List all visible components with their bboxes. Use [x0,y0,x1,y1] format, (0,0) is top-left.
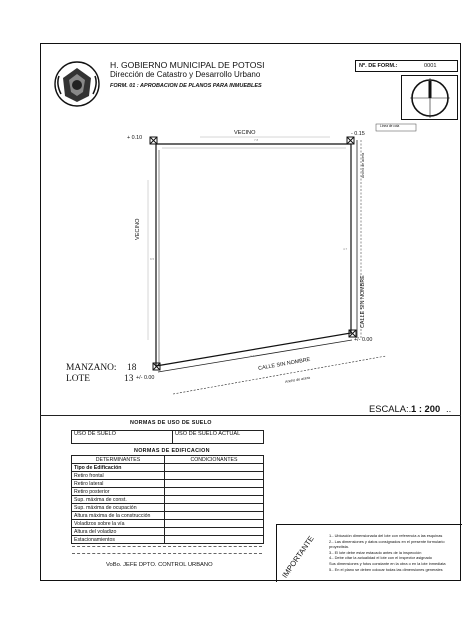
manzano-label: MANZANO: [66,363,117,373]
signature-label: VoBo. JEFE DPTO. CONTROL URBANO [106,562,213,568]
important-note: Sus dimensiones y fotos constante en la obra o en la lote inmediata [329,560,446,566]
svg-text:4.7: 4.7 [343,247,348,251]
lote-value: 13 [124,374,134,384]
norm-row [72,528,264,536]
norm-row [72,536,264,544]
norm-condition[interactable] [165,504,264,512]
norm-row [72,504,264,512]
lote-label: LOTE [66,374,90,384]
land-use-title: NORMAS DE USO DE SUELO [130,420,212,426]
important-note: 1.- Ubicación dimensionada del lote con referencia a las esquinas [329,533,443,538]
right-street-label: CALLE SIN NOMBRE [360,275,366,328]
norm-row [72,464,264,472]
marker-top-left: + 0.10 [127,135,143,141]
norm-determinant: Voladizos sobre la vía [72,520,165,528]
scale-value: 1 : 200 [411,403,441,414]
norm-determinant: Sup. máxima de ocupación [72,504,165,512]
top-right-note: Línea de cota [380,124,400,128]
org-name: H. GOBIERNO MUNICIPAL DE POTOSI [110,60,265,70]
important-notes [329,533,461,572]
marker-top-right: - 0.15 [351,131,365,137]
svg-text:7.8: 7.8 [250,354,255,358]
norm-determinant: Retiro posterior [72,488,165,496]
land-use-current-cell: USO DE SUELO ACTUAL [173,431,264,444]
important-note: proyectista. [329,544,349,550]
land-use-table [71,430,264,444]
site-plan-drawing [40,120,461,400]
norm-determinant: Retiro lateral [72,480,165,488]
norm-determinant: Estacionamientos [72,536,165,544]
important-note: 5.- En el plano se deben colocar todas las dimensiones generales [329,566,443,572]
norm-row [72,488,264,496]
norm-condition[interactable] [165,496,264,504]
important-note: 4.- Debe citar la actualidad el lote con el inspector asignado [329,555,432,561]
conditions-header: CONDICIONANTES [165,456,264,464]
norm-condition[interactable] [165,520,264,528]
form-title: FORM. 01 : APROBACION DE PLANOS PARA INMUEBLES [110,83,262,89]
norm-row [72,496,264,504]
norm-determinant: Tipo de Edificación [72,464,165,472]
right-width-note: Ancho de acera [361,152,365,178]
important-box [276,524,462,582]
corner-marker-top-left [150,137,157,144]
important-note: 2.- Las dimensiones y datos consignados en el presente formulario [329,538,445,544]
norm-row [72,472,264,480]
north-arrow-box [401,75,458,120]
signature-dotted-line [72,546,262,547]
norm-condition[interactable] [165,464,264,472]
svg-text:9.5: 9.5 [150,257,155,261]
scale-label: ESCALA:.. [369,403,414,414]
land-use-cell: USO DE SUELO [72,431,173,444]
lot-outline [156,144,351,366]
norm-determinant: Altura máxima de la construcción [72,512,165,520]
left-neighbor-label: VECINO [135,218,141,240]
important-title: IMPORTANTE [280,534,316,580]
norm-row [72,480,264,488]
scale-divider [40,415,461,416]
norm-condition[interactable] [165,512,264,520]
north-arrow-icon [402,76,459,121]
manzano-value: 18 [127,363,137,373]
norm-row [72,512,264,520]
norm-condition[interactable] [165,480,264,488]
municipal-seal-logo [53,60,101,108]
bottom-width-note: Ancho de acera [284,375,311,384]
determinants-header: DETERMINANTES [72,456,165,464]
scale-suffix: .. [446,403,452,414]
bottom-street-label: CALLE SIN NOMBRE [257,356,311,372]
form-number-box [355,60,458,72]
norm-condition[interactable] [165,472,264,480]
dept-name: Dirección de Catastro y Desarrollo Urbano [110,70,261,79]
norm-determinant: Sup. máxima de const. [72,496,165,504]
svg-text:7.8: 7.8 [254,138,259,142]
norm-row [72,520,264,528]
norm-determinant: Retiro frontal [72,472,165,480]
form-number-label: Nº. DE FORM.: [359,63,398,69]
important-note: 3.- El lote debe estar estacado antes de la inspección [329,549,422,555]
signature-dotted-line-2 [72,553,262,554]
marker-bottom-right: +/- 0.00 [354,337,373,343]
norm-determinant: Altura del voladizo [72,528,165,536]
building-norms-title: NORMAS DE EDIFICACION [134,448,210,454]
form-number-value: 0001 [424,63,437,69]
lote-level-marker: +/- 0.00 [136,375,155,381]
building-norms-table [71,455,264,544]
top-neighbor-label: VECINO [234,130,256,136]
norm-condition[interactable] [165,536,264,544]
corner-marker-top-right [347,137,354,144]
norm-condition[interactable] [165,528,264,536]
norm-condition[interactable] [165,488,264,496]
